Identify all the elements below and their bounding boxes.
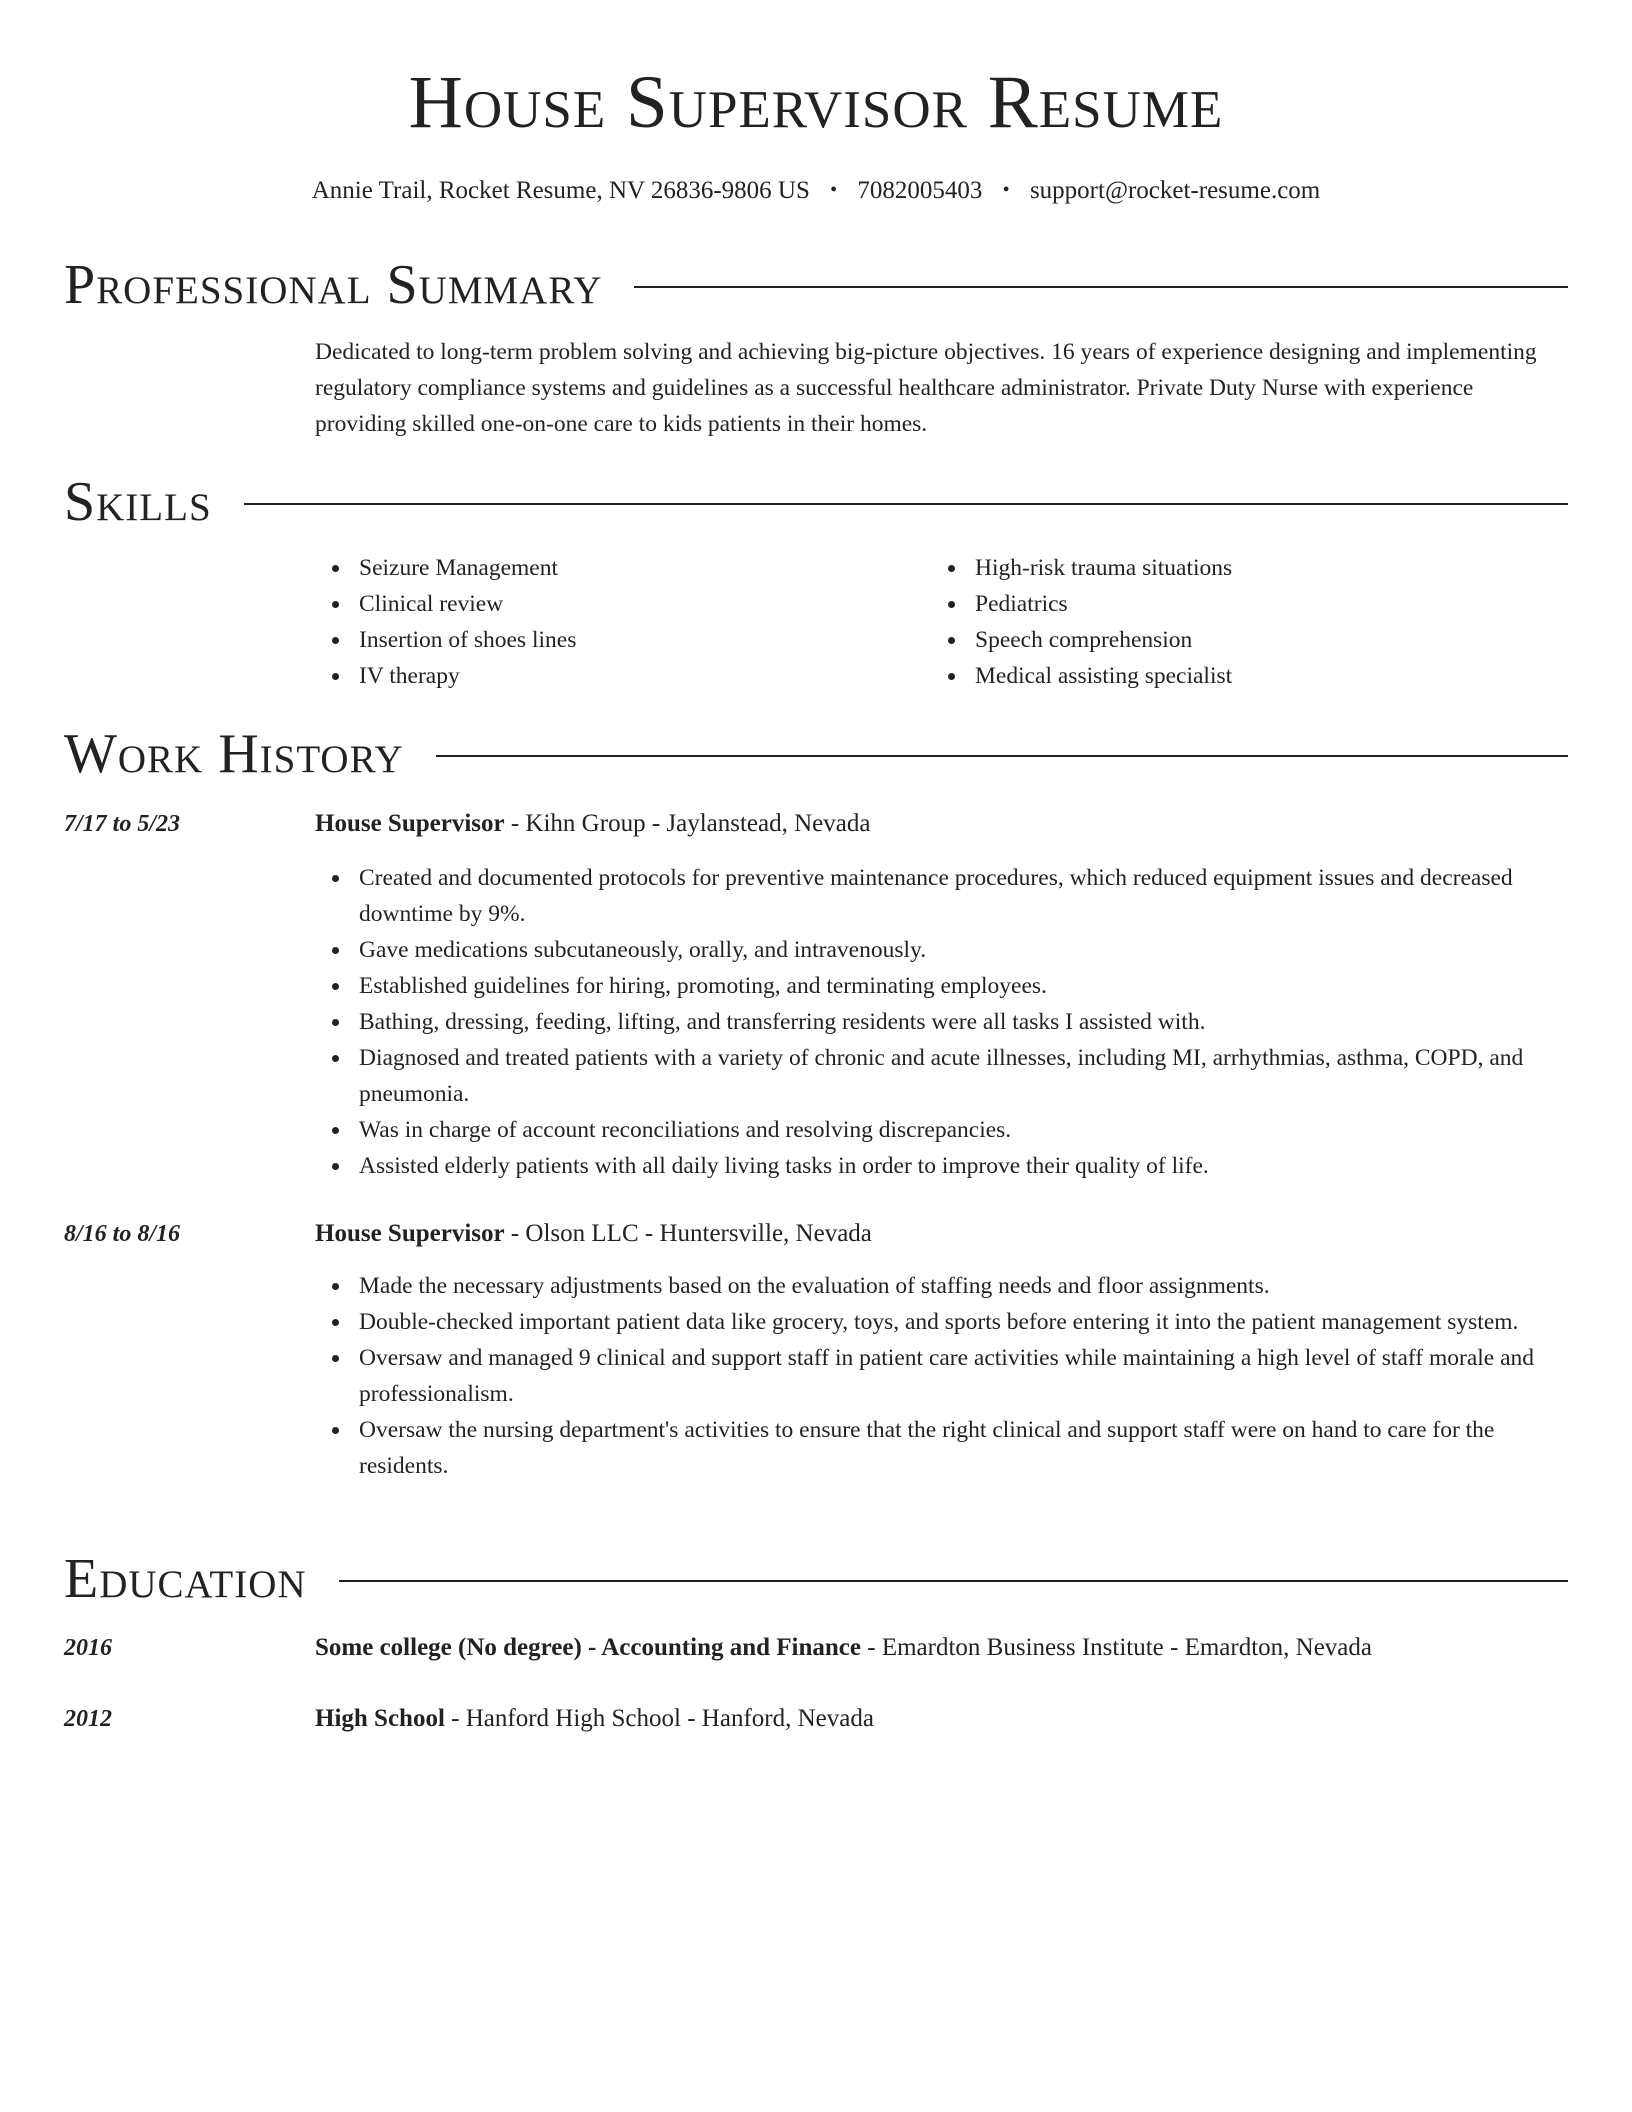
skills-column-left: [315, 550, 931, 694]
contact-separator: •: [1002, 179, 1010, 201]
contact-line: [64, 176, 1568, 207]
skills-list: [315, 550, 1568, 694]
job-details: - Olson LLC - Huntersville, Nevada: [504, 1220, 872, 1247]
work-section-header: [64, 722, 1568, 786]
job-duties-list: [315, 860, 1568, 1184]
skill-item: Speech comprehension: [975, 622, 1547, 658]
section-divider: [244, 503, 1568, 505]
job-title: House Supervisor: [315, 1220, 505, 1247]
section-divider: [339, 1580, 1568, 1582]
job-duties-list: [315, 1268, 1568, 1484]
education-degree: Some college (No degree) - Accounting and Finance: [315, 1634, 861, 1661]
education-year: 2016: [64, 1635, 112, 1661]
job-details: - Kihn Group - Jaylanstead, Nevada: [504, 810, 871, 837]
section-divider: [634, 286, 1568, 288]
summary-text: Dedicated to long-term problem solving and achieving big-picture objectives. 16 years of experience designing and implementing regulatory compliance systems and guidelines as a successful healthcare administrator. Private Duty Nurse with experience providing skilled one-on-one care to kids patients in their homes.: [315, 339, 1537, 437]
duty-item: Gave medications subcutaneously, orally, and intravenously.: [359, 932, 1568, 968]
skill-item: High-risk trauma situations: [975, 550, 1547, 586]
job-header: [315, 806, 1568, 842]
duty-item: Bathing, dressing, feeding, lifting, and transferring residents were all tasks I assisted with.: [359, 1004, 1568, 1040]
duty-item: Diagnosed and treated patients with a variety of chronic and acute illnesses, including MI, arrhythmias, asthma, COPD, and pneumonia.: [359, 1040, 1568, 1112]
education-entry: [315, 1630, 1568, 1666]
education-entry: [315, 1701, 1568, 1737]
duty-item: Was in charge of account reconciliations and resolving discrepancies.: [359, 1112, 1568, 1148]
education-degree: High School: [315, 1705, 445, 1732]
duty-item: Assisted elderly patients with all daily living tasks in order to improve their quality of life.: [359, 1148, 1568, 1184]
contact-email: support@rocket-resume.com: [1029, 177, 1321, 204]
education-details: - Emardton Business Institute - Emardton, Nevada: [861, 1634, 1372, 1661]
contact-separator: •: [830, 179, 838, 201]
job-dates: 8/16 to 8/16: [64, 1221, 181, 1247]
skills-column-right: [931, 550, 1547, 694]
education-section-header: [64, 1547, 1568, 1611]
job-title: House Supervisor: [315, 810, 505, 837]
summary-section-header: [64, 253, 1568, 317]
job-header: [315, 1216, 1568, 1252]
education-details: - Hanford High School - Hanford, Nevada: [444, 1705, 874, 1732]
skill-item: IV therapy: [359, 658, 931, 694]
summary-heading: Professional Summary: [64, 254, 603, 316]
skill-item: Clinical review: [359, 586, 931, 622]
education-heading: Education: [64, 1548, 307, 1610]
duty-item: Oversaw and managed 9 clinical and support staff in patient care activities while maintaining a high level of staff morale and professionalism.: [359, 1340, 1568, 1412]
skill-item: Medical assisting specialist: [975, 658, 1547, 694]
duty-item: Established guidelines for hiring, promoting, and terminating employees.: [359, 968, 1568, 1004]
contact-address: Annie Trail, Rocket Resume, NV 26836-9806 US: [311, 177, 810, 204]
duty-item: Made the necessary adjustments based on the evaluation of staffing needs and floor assignments.: [359, 1268, 1568, 1304]
duty-item: Double-checked important patient data like grocery, toys, and sports before entering it into the patient management system.: [359, 1304, 1568, 1340]
section-divider: [436, 755, 1568, 757]
resume-title: House Supervisor Resume: [408, 61, 1224, 144]
skill-item: Insertion of shoes lines: [359, 622, 931, 658]
duty-item: Created and documented protocols for preventive maintenance procedures, which reduced equipment issues and decreased downtime by 9%.: [359, 860, 1568, 932]
job-dates: 7/17 to 5/23: [64, 811, 181, 837]
skill-item: Pediatrics: [975, 586, 1547, 622]
contact-phone: 7082005403: [857, 177, 983, 204]
work-heading: Work History: [64, 723, 404, 785]
education-year: 2012: [64, 1706, 112, 1732]
skill-item: Seizure Management: [359, 550, 931, 586]
skills-heading: Skills: [64, 471, 212, 533]
skills-section-header: [64, 470, 1568, 534]
duty-item: Oversaw the nursing department's activities to ensure that the right clinical and support staff were on hand to care for the residents.: [359, 1412, 1568, 1484]
